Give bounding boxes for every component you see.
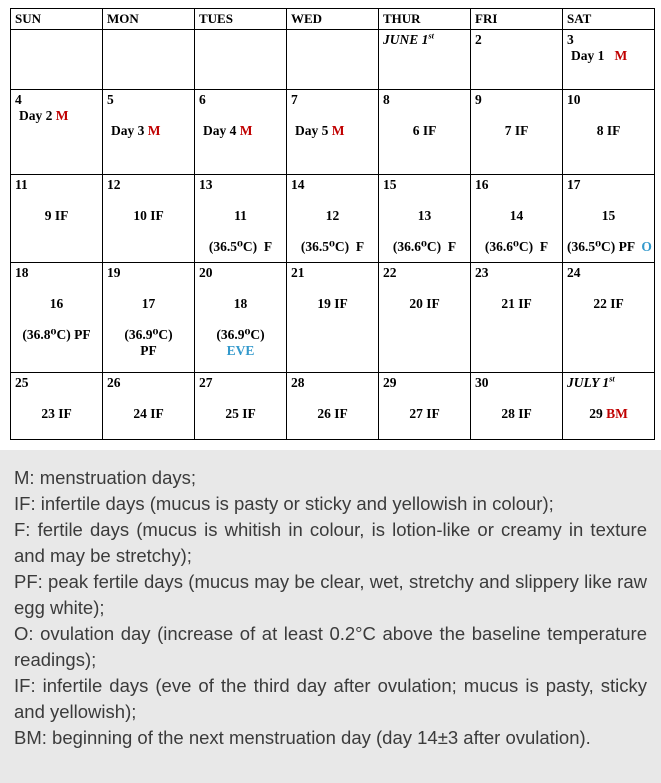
calendar-cell	[195, 263, 287, 373]
cell-entry	[291, 239, 374, 255]
text-segment: (36.9⁰C)	[124, 327, 173, 342]
text-segment: 17	[141, 296, 156, 311]
text-segment: 20 IF	[409, 296, 440, 311]
text-segment: 26 IF	[317, 406, 348, 421]
cell-entry	[383, 406, 466, 422]
text-segment: 29	[383, 375, 397, 390]
text-segment: 22 IF	[593, 296, 624, 311]
text-segment: M	[55, 108, 69, 123]
date-label	[199, 92, 282, 108]
calendar-cell	[11, 263, 103, 373]
calendar-cell	[379, 373, 471, 440]
date-label	[567, 92, 650, 108]
legend-entry: BM: beginning of the next menstruation day (day 14±3 after ovulation).	[14, 727, 591, 748]
text-segment: 5	[107, 92, 114, 107]
text-segment: 7 IF	[504, 123, 529, 138]
text-segment: (36.9⁰C)	[216, 327, 265, 342]
date-label	[475, 92, 558, 108]
cell-entry	[199, 327, 282, 343]
cell-entry	[107, 208, 190, 224]
date-label	[291, 375, 374, 391]
date-label	[475, 375, 558, 391]
calendar-cell	[471, 90, 563, 175]
text-segment: M	[239, 123, 253, 138]
cell-entry	[383, 239, 466, 255]
text-segment: 23	[475, 265, 489, 280]
cell-entry	[475, 296, 558, 312]
text-segment: 14	[291, 177, 305, 192]
day-header-sun: SUN	[11, 9, 103, 30]
legend-entry: PF: peak fertile days (mucus may be clear, wet, stretchy and slippery like raw egg white);	[14, 571, 647, 618]
date-label	[567, 32, 650, 48]
cell-entry	[15, 208, 98, 224]
cell-entry	[107, 406, 190, 422]
calendar-cell	[471, 263, 563, 373]
text-segment: 12	[325, 208, 340, 223]
cell-entry	[291, 208, 374, 224]
cell-entry	[567, 406, 650, 422]
cell-entry	[567, 48, 650, 64]
weekday-header-row	[11, 9, 655, 30]
cell-entry	[291, 406, 374, 422]
date-label	[383, 92, 466, 108]
text-segment: 24	[567, 265, 581, 280]
text-segment: EVE	[226, 343, 255, 358]
cell-entry	[107, 296, 190, 312]
date-label	[475, 177, 558, 193]
text-segment: 20	[199, 265, 213, 280]
week-row	[11, 175, 655, 263]
calendar-cell	[471, 30, 563, 90]
text-segment: M	[331, 123, 345, 138]
cell-entry	[291, 296, 374, 312]
text-segment: Day 2	[19, 108, 56, 123]
week-row	[11, 30, 655, 90]
date-label	[291, 92, 374, 108]
text-segment: st	[609, 374, 615, 384]
calendar-cell	[195, 175, 287, 263]
text-segment: 8	[383, 92, 390, 107]
calendar-table	[10, 8, 655, 440]
text-segment: 10 IF	[133, 208, 164, 223]
date-label	[199, 375, 282, 391]
text-segment: 4	[15, 92, 22, 107]
calendar-cell	[287, 373, 379, 440]
text-segment: 10	[567, 92, 581, 107]
day-header-sat: SAT	[563, 9, 655, 30]
calendar-cell	[195, 373, 287, 440]
legend-entry: IF: infertile days (eve of the third day after ovulation; mucus is pasty, sticky and yellowish);	[14, 675, 647, 722]
text-segment: JUNE 1	[383, 32, 429, 47]
text-segment: 13	[417, 208, 432, 223]
calendar-cell	[103, 373, 195, 440]
text-segment: BM	[606, 406, 628, 421]
text-segment: 29	[589, 406, 607, 421]
day-header-fri: FRI	[471, 9, 563, 30]
text-segment: 18	[233, 296, 248, 311]
text-segment: JULY 1	[567, 375, 610, 390]
text-segment: 23 IF	[41, 406, 72, 421]
cell-entry	[475, 406, 558, 422]
calendar-cell	[563, 90, 655, 175]
text-segment: Day 1	[571, 48, 615, 63]
date-label	[107, 92, 190, 108]
day-header-thur: THUR	[379, 9, 471, 30]
cell-entry	[567, 123, 650, 139]
text-segment: 11	[234, 208, 247, 223]
text-segment: 6 IF	[412, 123, 437, 138]
text-segment: (36.6⁰C) F	[392, 239, 457, 254]
date-label	[15, 265, 98, 281]
calendar-cell	[379, 30, 471, 90]
text-segment: 21 IF	[501, 296, 532, 311]
week-row	[11, 90, 655, 175]
date-label	[567, 265, 650, 281]
text-segment: 9	[475, 92, 482, 107]
text-segment: 19	[107, 265, 121, 280]
cell-entry	[199, 343, 282, 359]
date-label	[15, 375, 98, 391]
text-segment: 22	[383, 265, 397, 280]
calendar-cell	[563, 175, 655, 263]
calendar-cell	[563, 373, 655, 440]
text-segment: Day 4	[203, 123, 240, 138]
text-segment: 7	[291, 92, 298, 107]
legend-entry: F: fertile days (mucus is whitish in colour, is lotion-like or creamy in texture and may be stretchy);	[14, 519, 647, 566]
text-segment: 26	[107, 375, 121, 390]
calendar-cell	[471, 175, 563, 263]
calendar-cell	[563, 263, 655, 373]
date-label	[383, 32, 466, 48]
cell-entry	[199, 208, 282, 224]
text-segment: 25	[15, 375, 29, 390]
day-header-mon: MON	[103, 9, 195, 30]
calendar-cell	[563, 30, 655, 90]
cell-entry	[567, 208, 650, 224]
calendar-cell	[287, 30, 379, 90]
text-segment: (36.6⁰C) F	[484, 239, 549, 254]
cell-entry	[475, 208, 558, 224]
text-segment: M	[614, 48, 628, 63]
cell-entry	[107, 123, 190, 139]
cell-entry	[15, 108, 98, 124]
text-segment: 21	[291, 265, 305, 280]
calendar-cell	[11, 90, 103, 175]
text-segment: 16	[475, 177, 489, 192]
text-segment: O	[641, 239, 652, 254]
calendar-cell	[11, 30, 103, 90]
text-segment: 27 IF	[409, 406, 440, 421]
cell-entry	[199, 239, 282, 255]
text-segment: (36.5⁰C) PF	[567, 239, 642, 254]
text-segment: 28	[291, 375, 305, 390]
cell-entry	[383, 123, 466, 139]
calendar-cell	[379, 175, 471, 263]
week-row	[11, 263, 655, 373]
text-segment: Day 5	[295, 123, 332, 138]
text-segment: 14	[509, 208, 524, 223]
cell-entry	[199, 123, 282, 139]
date-label	[199, 177, 282, 193]
date-label	[567, 177, 650, 193]
text-segment: 28 IF	[501, 406, 532, 421]
cell-entry	[475, 239, 558, 255]
calendar-cell	[287, 263, 379, 373]
text-segment: 24 IF	[133, 406, 164, 421]
cell-entry	[15, 296, 98, 312]
text-segment: 15	[601, 208, 616, 223]
text-segment: 3	[567, 32, 574, 47]
date-label	[383, 265, 466, 281]
cell-entry	[383, 208, 466, 224]
week-row	[11, 373, 655, 440]
calendar-cell	[103, 175, 195, 263]
cell-entry	[15, 406, 98, 422]
calendar-cell	[379, 90, 471, 175]
legend-entry: M: menstruation days;	[14, 467, 196, 488]
date-label	[199, 265, 282, 281]
text-segment: (36.8⁰C) PF	[22, 327, 91, 342]
calendar-cell	[471, 373, 563, 440]
text-segment: 16	[49, 296, 64, 311]
date-label	[107, 265, 190, 281]
text-segment: 6	[199, 92, 206, 107]
day-header-wed: WED	[287, 9, 379, 30]
text-segment: 11	[15, 177, 28, 192]
text-segment: 25 IF	[225, 406, 256, 421]
cell-entry	[383, 296, 466, 312]
date-label	[475, 265, 558, 281]
cell-entry	[567, 296, 650, 312]
calendar-cell	[11, 175, 103, 263]
legend-entry: O: ovulation day (increase of at least 0.2°C above the baseline temperature readings);	[14, 623, 647, 670]
text-segment: (36.5⁰C) F	[300, 239, 365, 254]
text-segment: 12	[107, 177, 121, 192]
text-segment: 27	[199, 375, 213, 390]
text-segment: st	[428, 31, 434, 41]
text-segment: M	[147, 123, 161, 138]
date-label	[107, 375, 190, 391]
legend-panel	[0, 450, 661, 783]
text-segment: 19 IF	[317, 296, 348, 311]
text-segment: Day 3	[111, 123, 148, 138]
date-label	[291, 265, 374, 281]
calendar-cell	[103, 263, 195, 373]
cell-entry	[475, 123, 558, 139]
legend-entry: IF: infertile days (mucus is pasty or sticky and yellowish in colour);	[14, 493, 554, 514]
cell-entry	[567, 239, 650, 255]
text-segment: 13	[199, 177, 213, 192]
calendar-cell	[195, 30, 287, 90]
date-label	[475, 32, 558, 48]
cell-entry	[107, 343, 190, 359]
text-segment: 30	[475, 375, 489, 390]
calendar-cell	[379, 263, 471, 373]
text-segment: PF	[140, 343, 157, 358]
day-header-tues: TUES	[195, 9, 287, 30]
calendar-cell	[287, 175, 379, 263]
date-label	[107, 177, 190, 193]
date-label	[15, 92, 98, 108]
legend-list	[14, 465, 647, 751]
text-segment: (36.5⁰C) F	[208, 239, 273, 254]
date-label	[15, 177, 98, 193]
text-segment: 17	[567, 177, 581, 192]
date-label	[383, 375, 466, 391]
date-label	[567, 375, 650, 391]
text-segment: 9 IF	[44, 208, 69, 223]
cell-entry	[199, 406, 282, 422]
calendar-cell	[103, 90, 195, 175]
text-segment: 8 IF	[596, 123, 621, 138]
cell-entry	[199, 296, 282, 312]
cell-entry	[291, 123, 374, 139]
text-segment: 15	[383, 177, 397, 192]
text-segment: 2	[475, 32, 482, 47]
calendar-cell	[287, 90, 379, 175]
calendar-cell	[195, 90, 287, 175]
cell-entry	[107, 327, 190, 343]
cell-entry	[15, 327, 98, 343]
date-label	[291, 177, 374, 193]
calendar-cell	[11, 373, 103, 440]
text-segment: 18	[15, 265, 29, 280]
date-label	[383, 177, 466, 193]
calendar-cell	[103, 30, 195, 90]
